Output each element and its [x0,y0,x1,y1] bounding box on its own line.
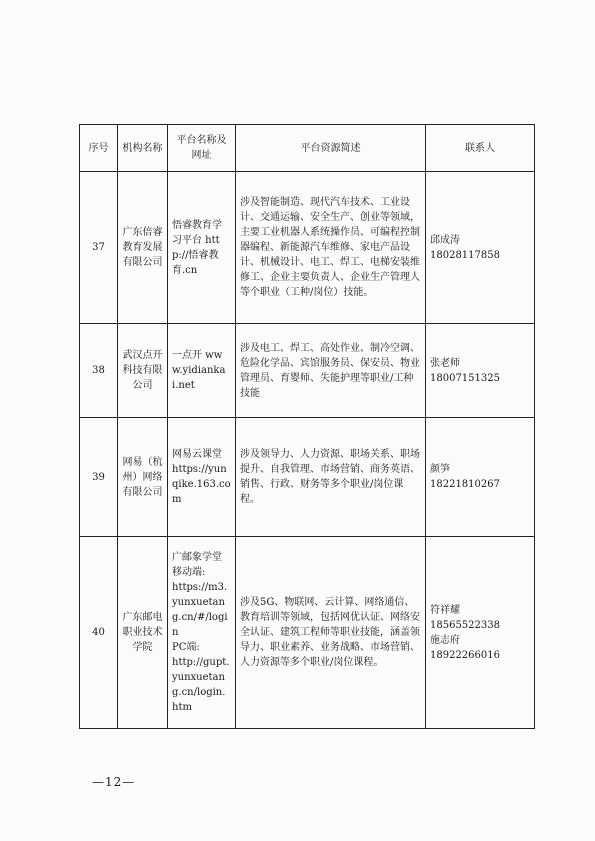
contact-name: 邱成涛 [430,234,460,246]
row-no: 40 [80,537,118,729]
row-contact [426,537,535,729]
row-platform: 一点开 www.yidiankai.net [168,324,236,418]
row-no: 39 [80,418,118,537]
row-desc: 涉及5G、物联网、云计算、网络通信、教育培训等领域，包括网优认证、网络安全认证、建筑工程师等职业技能，涵盖领导力、职业素养、业务战略、市场营销、人力资源等多个职业/岗位课程。 [236,537,426,729]
row-desc: 涉及智能制造、现代汽车技术、工业设计、交通运输、安全生产、创业等领域，主要工业机器人系统操作员、可编程控制器编程、新能源汽车维修、家电产品设计、机械设计、电工、焊工、电梯安装维修工、企业主要负责人、企业生产管理人等个职业（工种/岗位）技能。 [236,172,426,324]
row-platform: 网易云课堂 https://yunqike.163.com [168,418,236,537]
row-desc: 涉及电工、焊工、高处作业、制冷空调、危险化学品、宾馆服务员、保安员、物业管理员、育婴师、失能护理等职业/工种技能 [236,324,426,418]
platform-mobile-label: 移动端: [172,567,206,578]
contact-name: 符祥耀 [430,604,460,616]
header-platform: 平台名称及网址 [168,125,236,172]
platform-pc-label: PC端: [172,642,200,653]
table-row [80,537,535,729]
row-platform: 悟睿教育学习平台 http://悟睿教育.cn [168,172,236,324]
table-row [80,324,535,418]
row-org: 广东倍睿教育发展有限公司 [118,172,168,324]
training-platform-table [79,124,535,729]
header-contact: 联系人 [426,125,535,172]
row-desc: 涉及领导力、人力资源、职场关系、职场提升、自我管理、市场营销、商务英语、销售、行政、财务等多个职业/岗位课程。 [236,418,426,537]
contact-phone-2: 18922266016 [430,649,500,661]
page-number: —12— [92,775,136,789]
contact-name: 颜笋 [430,464,450,475]
row-org: 网易（杭州）网络有限公司 [118,418,168,537]
row-contact [426,418,535,537]
platform-pc-url: http://gupt.yunxuetang.cn/login.htm [172,657,230,713]
header-org: 机构名称 [118,125,168,172]
contact-phone: 18007151325 [430,372,500,384]
contact-phone: 18028117858 [430,249,500,261]
row-platform [168,537,236,729]
table-row [80,418,535,537]
contact-name: 张老师 [430,357,460,369]
row-no: 37 [80,172,118,324]
table-row [80,172,535,324]
row-contact [426,172,535,324]
platform-mobile-url: https://m3.yunxuetang.cn/#/login [172,582,228,638]
contact-name-2: 施志府 [430,634,460,646]
row-contact [426,324,535,418]
table-header-row [80,125,535,172]
row-no: 38 [80,324,118,418]
header-no: 序号 [80,125,118,172]
row-org: 广东邮电职业技术学院 [118,537,168,729]
contact-phone: 18565522338 [430,619,500,631]
row-org: 武汉点开科技有限公司 [118,324,168,418]
contact-phone: 18221810267 [430,479,500,490]
header-desc: 平台资源简述 [236,125,426,172]
platform-title: 广邮象学堂 [172,552,222,563]
